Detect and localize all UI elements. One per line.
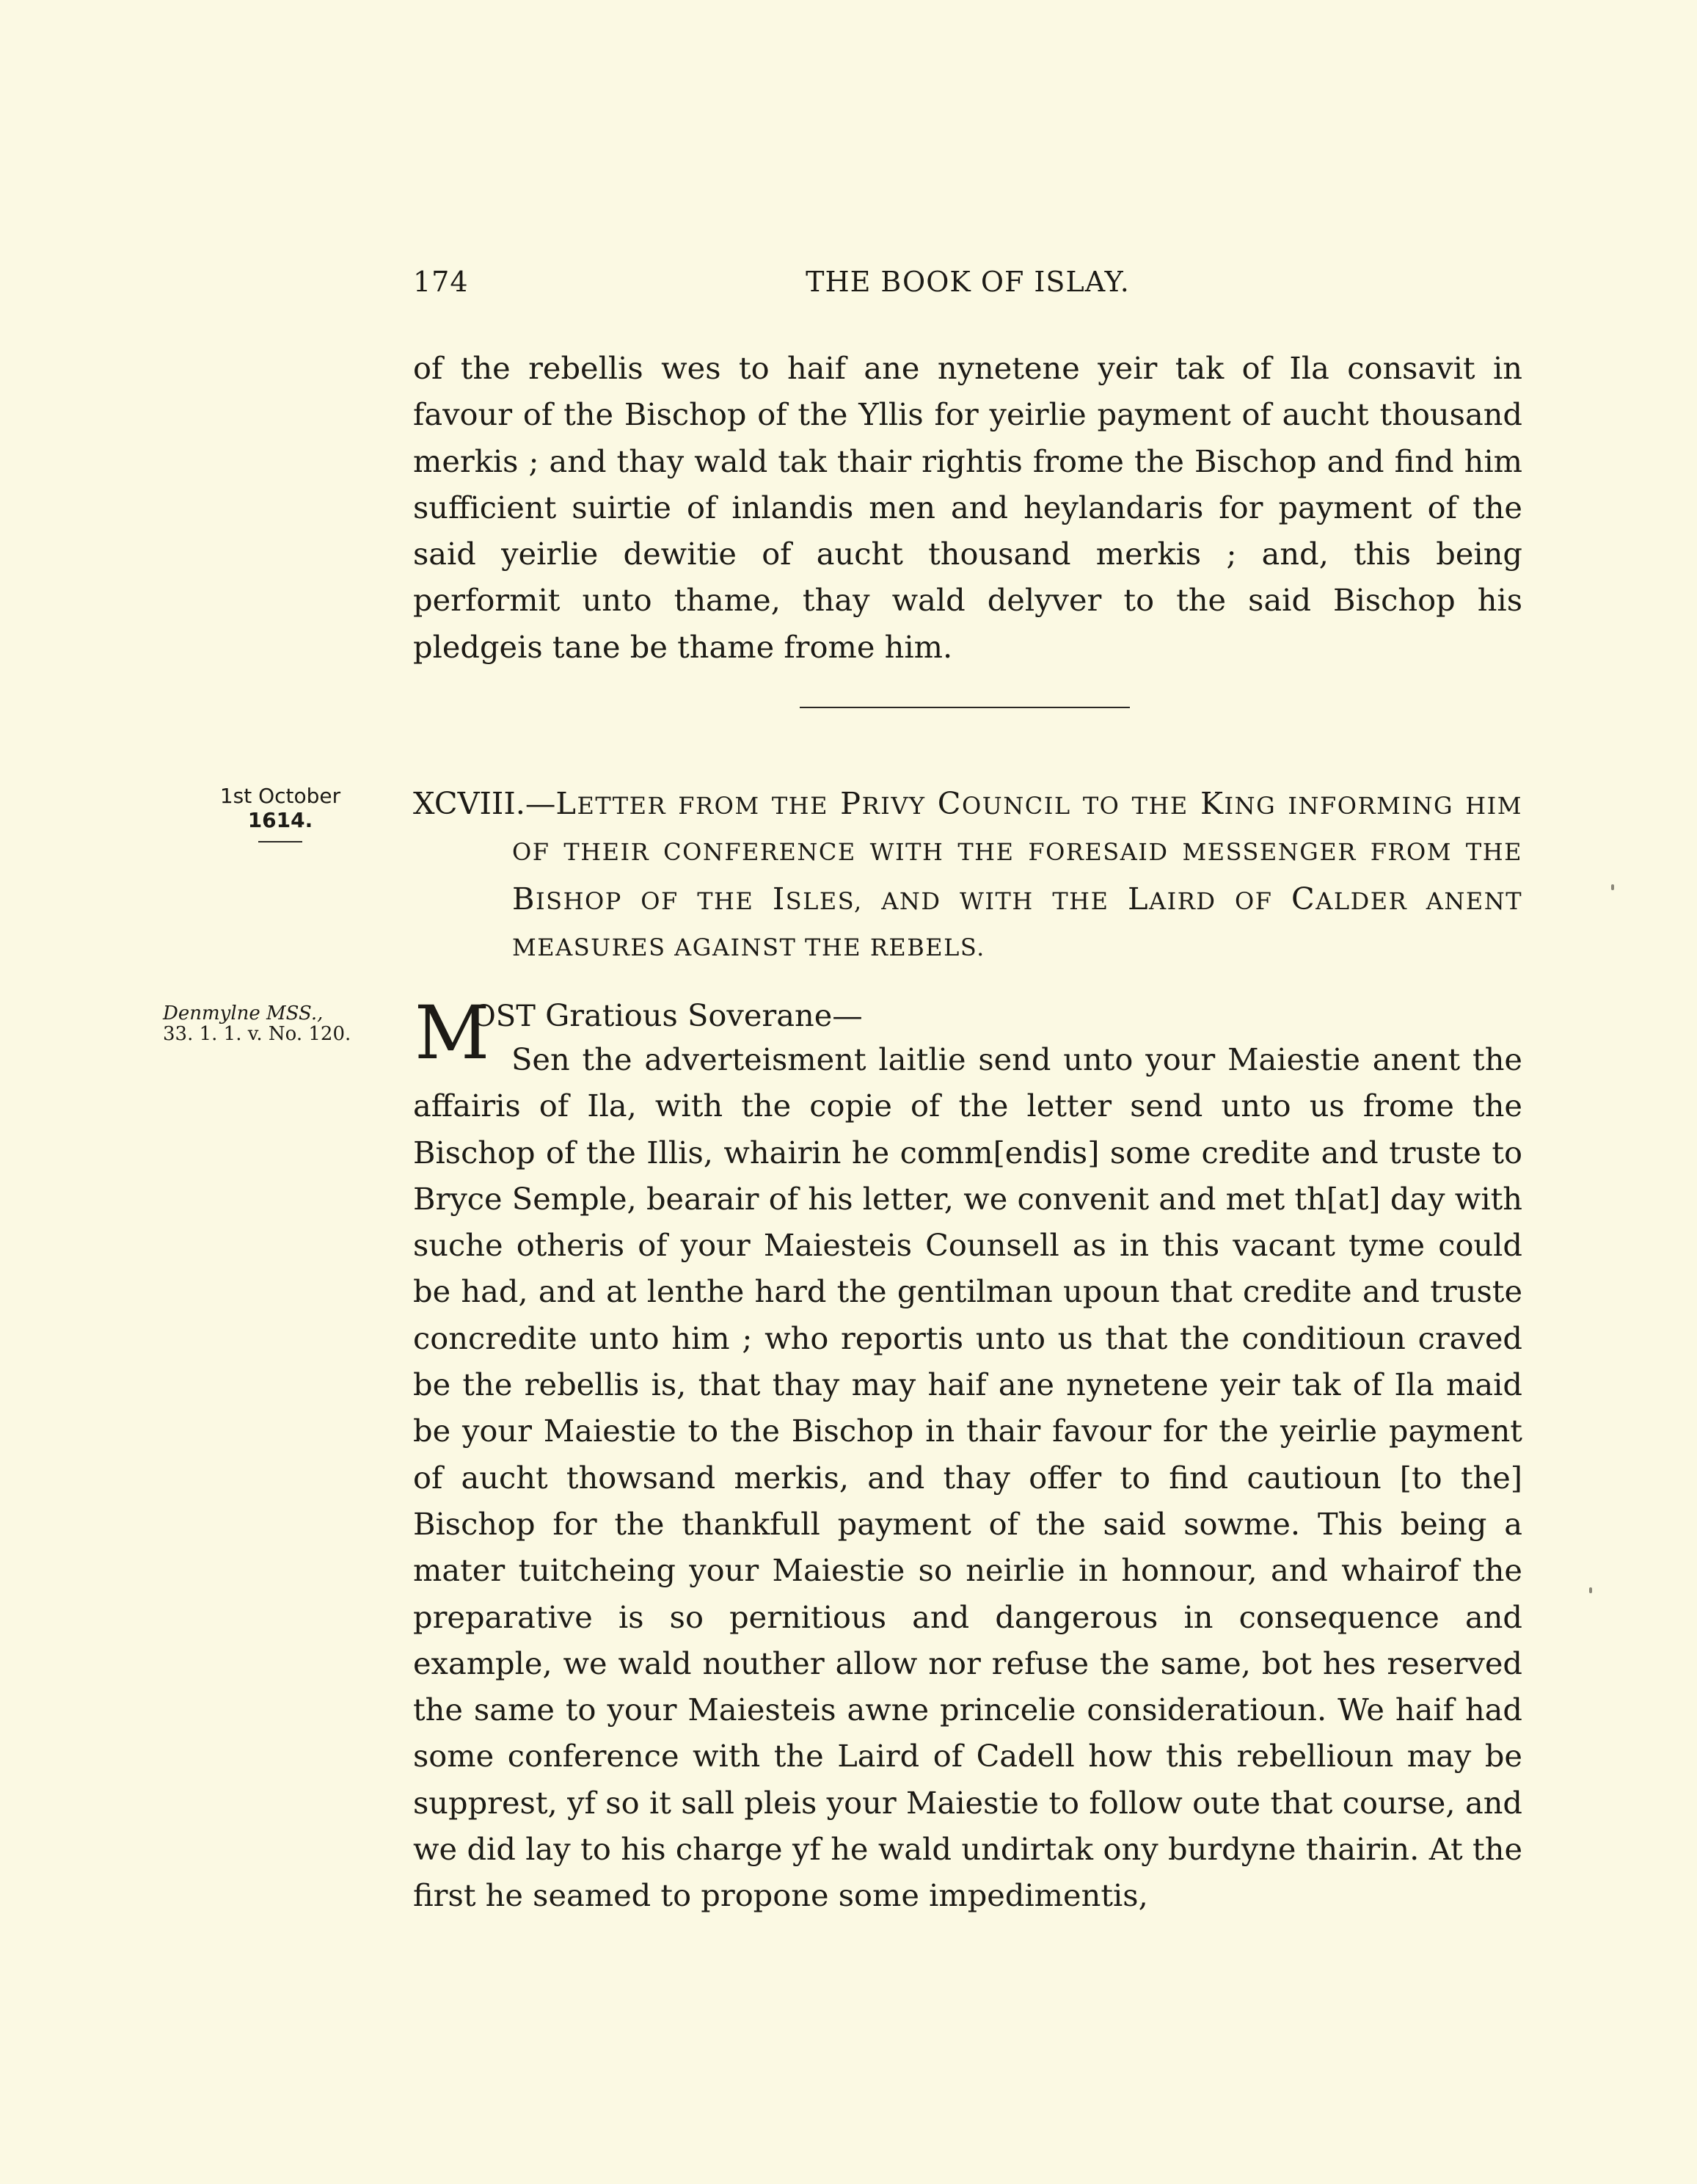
margin-source-reference: 33. 1. 1. v. No. 120. xyxy=(163,1023,351,1045)
heading-line-1 xyxy=(413,780,1522,829)
heading-line-4: MEASURES AGAINST THE REBELS. xyxy=(512,933,985,961)
margin-date-year: 1614. xyxy=(247,808,313,832)
intro-paragraph: of the rebellis wes to haif ane nynetene yeir tak of Ila consavit in favour of the Bischop of the Yllis for yeirlie payment of aucht thousand merkis ; and thay wald tak thair rightis frome the Bischop and find him sufficient suirtie of inlandis men and heylandaris for payment of the said yeirlie dewitie of aucht thousand merkis ; and, this being performit unto thame, thay wald delyver to the said Bischop his pledgeis tane be thame frome him. xyxy=(413,350,1522,665)
heading-line-2: OF THEIR CONFERENCE WITH THE FORESAID MESSENGER FROM THE xyxy=(512,838,1523,866)
salutation-text: Gratious Soverane— xyxy=(545,997,863,1033)
section-divider xyxy=(800,707,1130,708)
margin-date-day: 1st xyxy=(219,784,252,808)
page-header xyxy=(413,266,1522,310)
letter-body: Sen the adverteisment laitlie send unto your Maiestie anent the affairis of Ila, with the copie of the letter send unto us frome the Bischop of the Illis, whairin he comm[endis] some credite and truste to Bryce Semple, bearair of his letter, we convenit and met th[at] day with suche otheris of your Maiesteis Counsell as in this vacant tyme could be had, and at lenthe hard the gentilman upoun that credite and truste concredite unto him ; who reportis unto us that the conditioun craved be the rebellis is, that thay may haif ane nynetene yeir tak of Ila maid be your Maiestie to the Bischop in thair favour for the yeirlie payment of aucht thowsand merkis, and thay offer to find cautioun [to the] Bischop for the thankfull payment of the said sowme. This being a mater tuitcheing your Maiestie so neirlie in honnour, and whairof the preparative is so pernitious and dangerous in consequence and example, we wald nouther allow nor refuse the same, bot hes reserved the same to your Maiesteis awne princelie consideratioun. We haif had some conference with the Laird of Cadell how this rebellioun may be supprest, yf so it sall pleis your Maiestie to follow oute that course, and we did lay to his charge yf he wald undirtak ony burdyne thairin. At the first he seamed to propone some impedimentis, xyxy=(413,1041,1522,1914)
margin-date-line xyxy=(220,784,340,808)
margin-date xyxy=(207,784,354,842)
salutation-caps: OST xyxy=(472,1000,536,1033)
margin-date-rule xyxy=(258,841,302,842)
heading-numeral: XCVIII. xyxy=(413,785,525,821)
paper-speck xyxy=(1611,884,1614,890)
margin-date-month: October xyxy=(258,784,341,808)
heading-line-3: BISHOP OF THE ISLES, AND WITH THE LAIRD OF CALDER ANENT xyxy=(512,881,1523,917)
margin-source-note xyxy=(163,1003,383,1044)
heading-dash: — xyxy=(525,785,556,821)
heading-line-1-text: LETTER FROM THE PRIVY COUNCIL TO THE KING INFORMING HIM xyxy=(555,785,1523,821)
margin-source-collection: Denmylne MSS., xyxy=(163,1002,324,1024)
paper-speck xyxy=(1589,1587,1592,1593)
drop-cap: M xyxy=(415,990,490,1076)
document-heading xyxy=(413,780,1522,971)
salutation xyxy=(472,992,863,1040)
page-number: 174 xyxy=(413,266,469,298)
running-title: THE BOOK OF ISLAY. xyxy=(806,266,1130,298)
